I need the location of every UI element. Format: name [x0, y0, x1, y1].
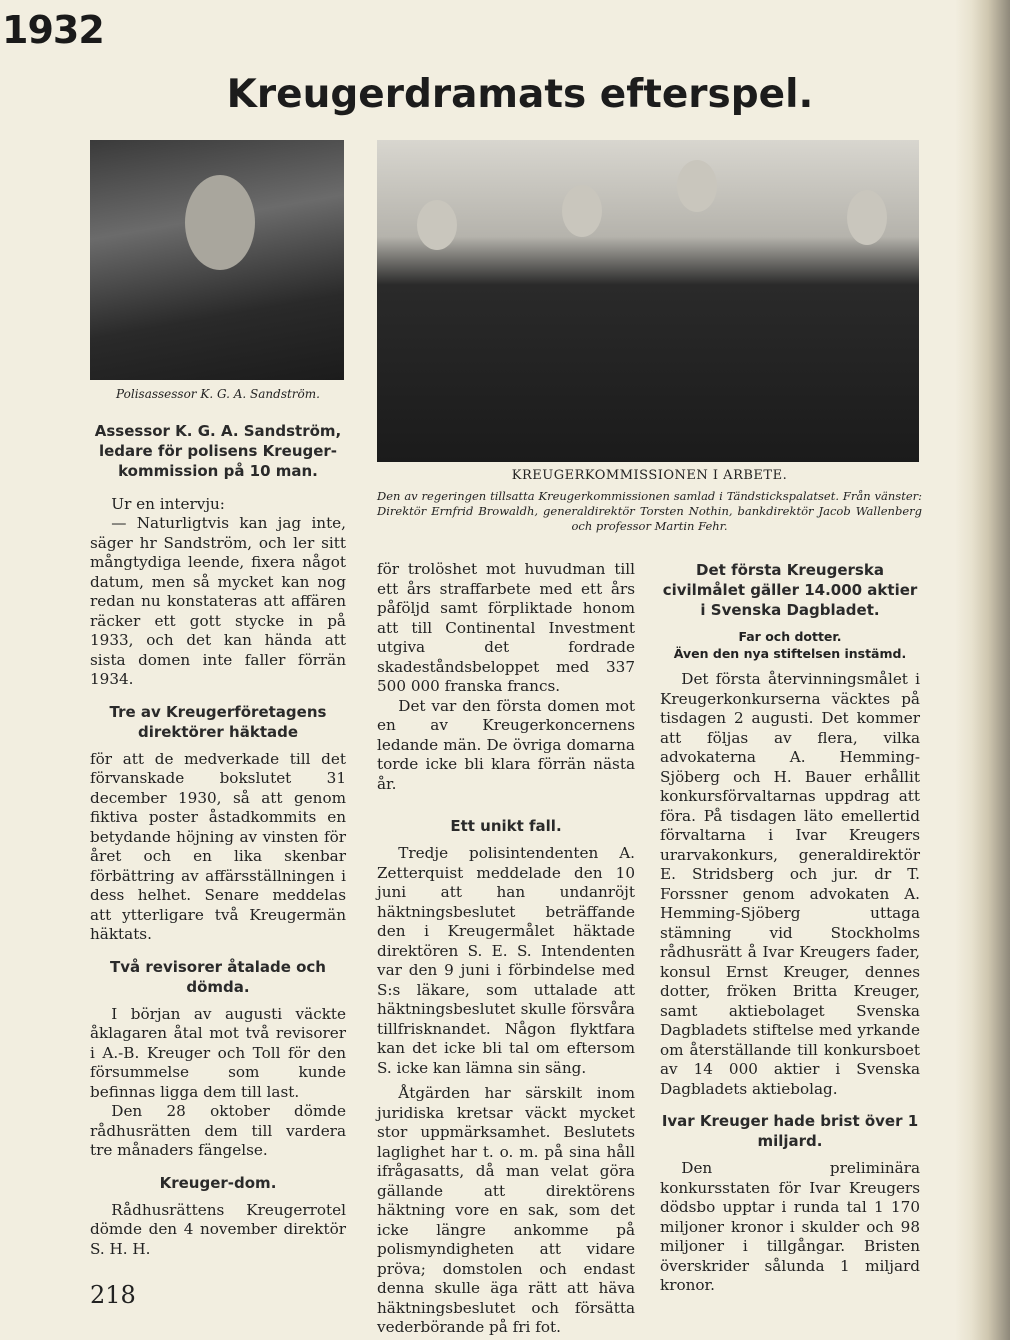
- column-middle: [377, 560, 635, 1338]
- page-number: 218: [90, 1281, 136, 1309]
- heading: Ett unikt fall.: [450, 817, 562, 835]
- subheading: Även den nya stiftelsen instämd.: [673, 646, 907, 661]
- paragraph: för trolöshet mot huvudman till ett års straffarbete med ett års påföljd samt förpliktade honom att till Continental Investment utgiva det fordrade skadeståndsbeloppet med 337 500 000 franska francs.: [377, 560, 635, 695]
- photo-title: KREUGERKOMMISSIONEN I ARBETE.: [511, 468, 788, 483]
- column-left: [90, 385, 346, 1309]
- photo-caption: Den av regeringen tillsatta Kreugerkommissionen samlad i Tändstickspalatset. Från vänster: Direktör Ernfrid Browaldh, generaldirektör Torsten Nothin, bankdirektör Jacob Wallenberg och professor Martin Fehr.: [377, 489, 922, 533]
- paragraph: för att de medverkade till det förvanskade bokslutet 31 december 1930, så att genom fiktiva poster åstadkommits en betydande höjning av vinsten för året och en lika skenbar förbättring av affärsställningen i dess helhet. Senare meddelas att ytterligare två Kreugermän häktats.: [90, 749, 346, 943]
- subheading: Far och dotter.: [738, 629, 842, 644]
- column-right: [660, 560, 920, 1296]
- page-binding-shadow: [955, 0, 1010, 1340]
- paragraph: Åtgärden har särskilt inom juridiska kretsar väckt mycket stor uppmärksamhet. Beslutets laglighet har t. o. m. på sina håll ifrågasatts, då man velat göra gällande att direktörens häktning vore en sak, som det icke längre ankomme på polismyndigheten att vidare pröva; domstolen och endast denna skulle äga rätt att häva häktningsbeslutet och försätta vederbörande på fri fot.: [377, 1084, 635, 1336]
- year-heading: 1932: [2, 8, 104, 52]
- portrait-photo: [90, 140, 344, 380]
- heading: Assessor K. G. A. Sandström, ledare för polisens Kreuger-kommission på 10 man.: [94, 421, 342, 480]
- paragraph: Den preliminära konkursstaten för Ivar Kreugers dödsbo upptar i runda tal 1 170 miljoner kronor i skulder och 98 miljoner i tillgångar. Bristen överskrider sålunda 1 miljard kronor.: [660, 1159, 920, 1294]
- portrait-caption: Polisassessor K. G. A. Sandström.: [116, 387, 320, 401]
- paragraph: Den 28 oktober dömde rådhusrätten dem till vardera tre månaders fängelse.: [90, 1102, 346, 1159]
- photo-caption-block: [377, 468, 922, 534]
- paragraph: Det första återvinningsmålet i Kreugerkonkurserna väcktes på tisdagen 2 augusti. Det kommer att följas av flera, vilka advokaterna A. Hemming-Sjöberg och H. Bauer erhållit konkursförvaltarnas uppdrag att föra. På tisdagen läto emellertid förvaltarna i Ivar Kreugers urarvakonkurs, generaldirektör E. Stridsberg och jur. dr T. Forssner genom advokaten A. Hemming-Sjöberg uttaga stämning vid Stockholms rådhusrätt å Ivar Kreugers fader, konsul Ernst Kreuger, dennes dotter, fröken Britta Kreuger, samt aktiebolaget Svenska Dagbladets stiftelse med yrkande om återställande till konkursboet av 14 000 aktier i Svenska Dagbladets aktiebolag.: [660, 670, 920, 1098]
- heading: Ivar Kreuger hade brist över 1 miljard.: [661, 1112, 919, 1150]
- heading: Två revisorer åtalade och dömda.: [110, 957, 326, 996]
- paragraph: I början av augusti väckte åklagaren åtal mot två revisorer i A.-B. Kreuger och Toll för den försummelse som kunde befinnas ligga dem till last.: [90, 1004, 346, 1101]
- commission-photo: [377, 140, 919, 462]
- paragraph: — Naturligtvis kan jag inte, säger hr Sandström, och ler sitt mångtydiga leende, fixera något datum, men så mycket kan nog redan nu konstateras att affären räcker ett gott stycke in på 1933, och det kan hända att sista domen inte faller förrän 1934.: [90, 514, 346, 688]
- paragraph: Det var den första domen mot en av Kreugerkoncernens ledande män. De övriga domarna torde icke bli klara förrän nästa år.: [377, 696, 635, 793]
- paragraph: Ur en intervju:: [111, 494, 225, 513]
- heading: Kreuger-dom.: [159, 1173, 277, 1192]
- page-title: Kreugerdramats efterspel.: [226, 72, 814, 117]
- heading: Det första Kreugerska civilmålet gäller 14.000 aktier i Svenska Dagbladet.: [662, 561, 918, 619]
- heading: Tre av Kreugerföretagens direktörer häktade: [109, 702, 327, 741]
- paragraph: Rådhusrättens Kreugerrotel dömde den 4 november direktör S. H. H.: [90, 1200, 346, 1258]
- paragraph: Tredje polisintendenten A. Zetterquist meddelade den 10 juni att han undanröjt häktningsbeslutet beträffande den i Kreugermålet häktade direktören S. E. S. Intendenten var den 9 juni i förbindelse med S:s läkare, som uttalade att häktningsbeslutet skulle försvåra tillfrisknandet. Någon flyktfara kan det icke bli tal om eftersom S. icke kan lämna sin säng.: [377, 844, 635, 1077]
